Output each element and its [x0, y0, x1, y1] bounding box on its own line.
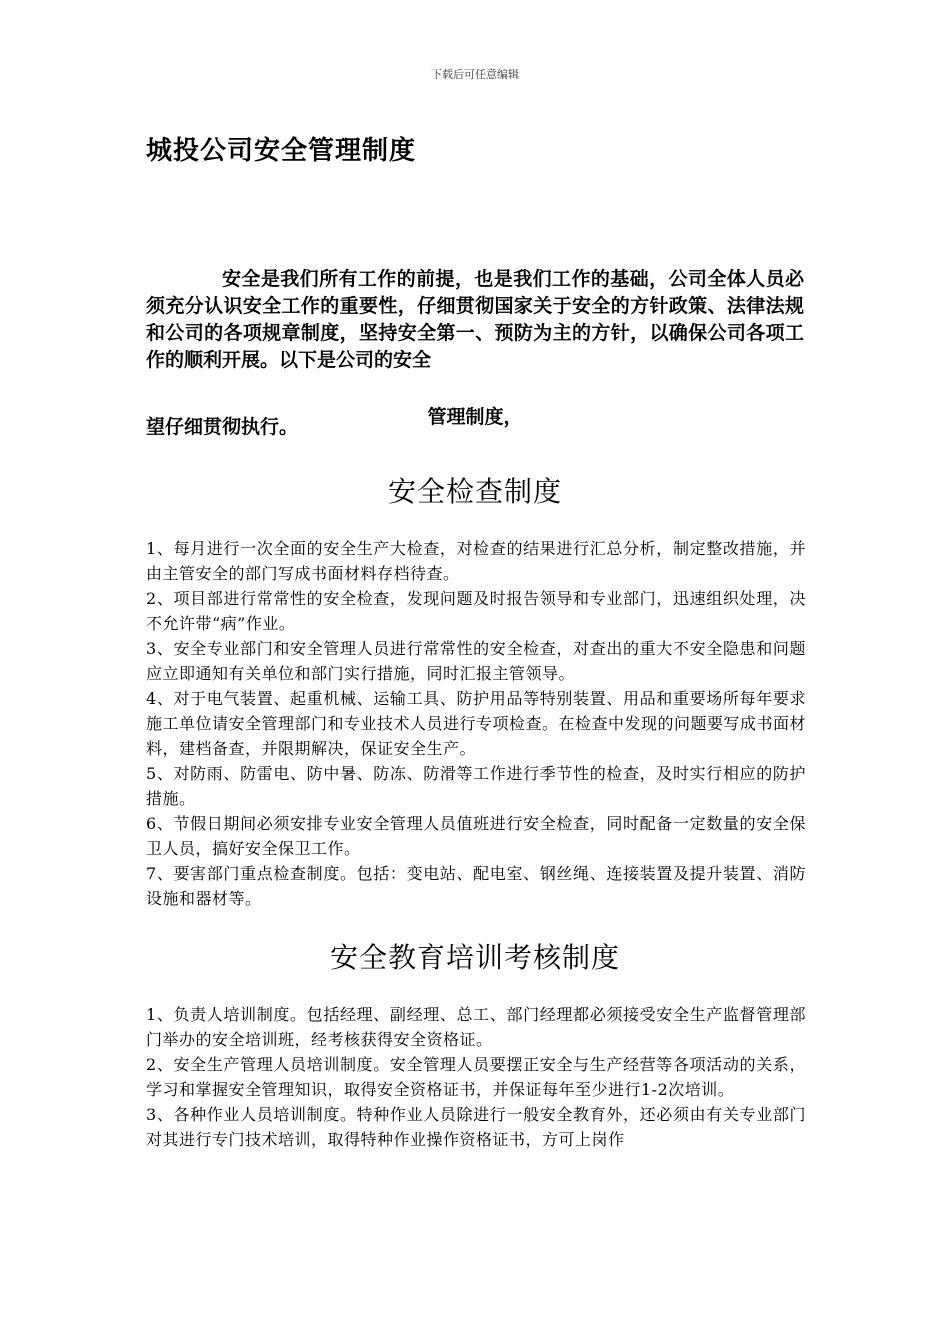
list-item: 6、节假日期间必须安排专业安全管理人员值班进行安全检查，同时配备一定数量的安全保卫人员，搞好安全保卫工作。 — [146, 814, 806, 858]
section-heading-safety-training: 安全教育培训考核制度 — [329, 941, 620, 974]
header-note: 下载后可任意编辑 — [431, 68, 519, 81]
safety-training-items — [146, 1002, 806, 1152]
list-item: 1、每月进行一次全面的安全生产大检查，对检查的结果进行汇总分析，制定整改措施，并由主管安全的部门写成书面材料存档待查。 — [146, 539, 806, 583]
list-item: 1、负责人培训制度。包括经理、副经理、总工、部门经理都必须接受安全生产监督管理部门举办的安全培训班，经考核获得安全资格证。 — [146, 1005, 806, 1049]
list-item: 3、各种作业人员培训制度。特种作业人员除进行一般安全教育外，还必须由有关专业部门对其进行专门技术培训，取得特种作业操作资格证书，方可上岗作 — [146, 1105, 806, 1149]
document-title: 城投公司安全管理制度 — [146, 136, 417, 166]
list-item: 7、要害部门重点检查制度。包括：变电站、配电室、钢丝绳、连接装置及提升装置、消防设施和器材等。 — [146, 864, 806, 908]
list-item: 2、项目部进行常常性的安全检查，发现问题及时报告领导和专业部门，迅速组织处理，决不允许带“病”作业。 — [146, 589, 806, 633]
intro-paragraph-tail: 管理制度， — [427, 406, 523, 428]
list-item: 4、对于电气装置、起重机械、运输工具、防护用品等特别装置、用品和重要场所每年要求施工单位请安全管理部门和专业技术人员进行专项检查。在检查中发现的问题要写成书面材料，建档备查，并限期解决，保证安全生产。 — [146, 689, 807, 758]
intro-paragraph: 安全是我们所有工作的前提，也是我们工作的基础，公司全体人员必须充分认识安全工作的重要性，仔细贯彻国家关于安全的方针政策、法律法规和公司的各项规章制度，坚持安全第一、预防为主的方针，以确保公司各项工作的顺利开展。以下是公司的安全 — [146, 268, 804, 371]
section-heading-safety-inspection: 安全检查制度 — [387, 475, 562, 508]
list-item: 3、安全专业部门和安全管理人员进行常常性的安全检查，对查出的重大不安全隐患和问题应立即通知有关单位和部门实行措施，同时汇报主管领导。 — [146, 639, 806, 683]
list-item: 2、安全生产管理人员培训制度。安全管理人员要摆正安全与生产经营等各项活动的关系，学习和掌握安全管理知识，取得安全资格证书，并保证每年至少进行1-2次培训。 — [146, 1055, 806, 1099]
list-item: 5、对防雨、防雷电、防中暑、防冻、防滑等工作进行季节性的检查，及时实行相应的防护措施。 — [146, 764, 806, 808]
safety-inspection-items — [146, 536, 806, 911]
intro-closing-line: 望仔细贯彻执行。 — [146, 416, 299, 438]
